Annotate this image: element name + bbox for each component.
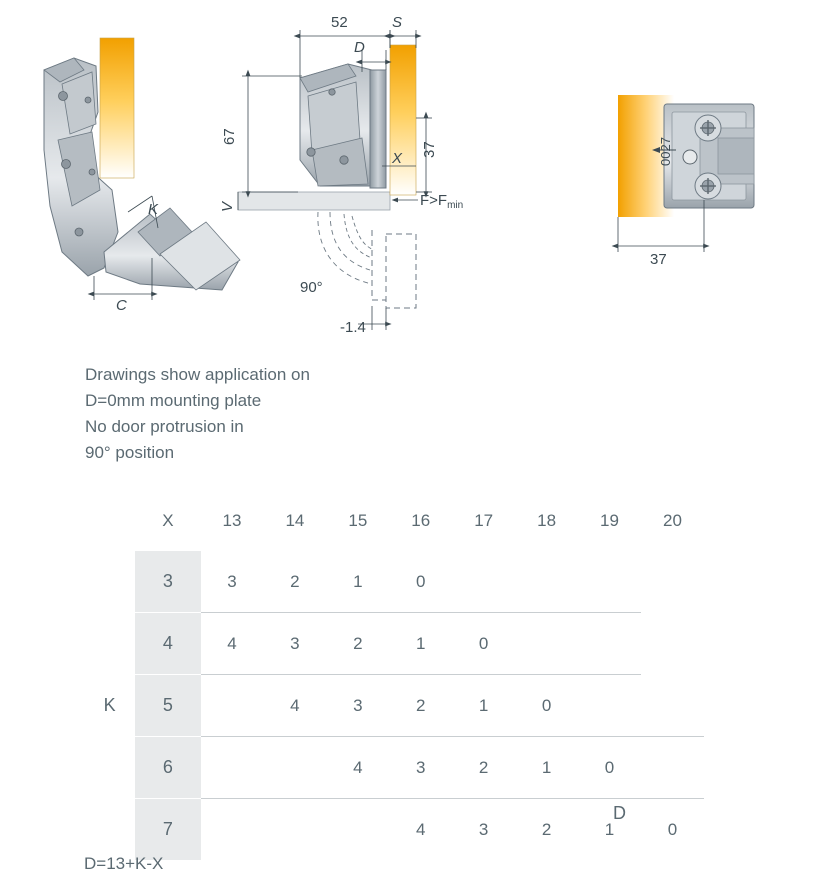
cell-1-6 bbox=[578, 613, 641, 675]
dim-D-label: D bbox=[354, 39, 365, 56]
row-axis-spacer-3 bbox=[84, 737, 135, 799]
cell-1-2: 2 bbox=[326, 613, 389, 675]
dim-minus1-4-label: -1.4 bbox=[340, 319, 366, 336]
table-header-row bbox=[84, 490, 704, 551]
row-axis-label-k: K bbox=[103, 695, 116, 715]
dim-67-label: 67 bbox=[221, 128, 238, 145]
cell-3-2: 4 bbox=[326, 737, 389, 799]
cell-1-7 bbox=[641, 613, 704, 675]
d-column-label: D bbox=[613, 803, 626, 823]
cell-3-4: 2 bbox=[452, 737, 515, 799]
cell-2-3: 2 bbox=[389, 675, 452, 737]
cell-3-6: 0 bbox=[578, 737, 641, 799]
cell-1-3: 1 bbox=[389, 613, 452, 675]
dim-S-label: S bbox=[392, 14, 403, 31]
cell-4-1 bbox=[263, 799, 326, 861]
note-line-2: D=0mm mounting plate bbox=[85, 391, 262, 410]
row-axis-spacer-2 bbox=[84, 613, 135, 675]
cell-0-0: 3 bbox=[201, 551, 264, 613]
cell-3-3: 3 bbox=[389, 737, 452, 799]
cell-2-2: 3 bbox=[326, 675, 389, 737]
cell-0-1: 2 bbox=[263, 551, 326, 613]
row-k-value-4: 7 bbox=[135, 799, 200, 861]
cell-0-6 bbox=[578, 551, 641, 613]
technical-drawings bbox=[0, 0, 827, 350]
cell-4-7: 0 bbox=[667, 819, 678, 839]
table-row bbox=[84, 675, 704, 737]
col-header-5: 18 bbox=[537, 510, 557, 530]
cell-4-4: 3 bbox=[478, 819, 489, 839]
table-row bbox=[84, 737, 704, 799]
col-header-4: 17 bbox=[474, 510, 494, 530]
cell-2-1: 4 bbox=[263, 675, 326, 737]
cell-3-7 bbox=[641, 737, 704, 799]
cell-1-5 bbox=[515, 613, 578, 675]
cell-4-0 bbox=[201, 799, 264, 861]
col-header-0: 13 bbox=[222, 510, 242, 530]
cell-3-0 bbox=[201, 737, 264, 799]
left-view-hinge-open bbox=[44, 38, 240, 314]
notes-block bbox=[85, 362, 485, 466]
col-header-1: 14 bbox=[285, 510, 305, 530]
note-line-3: No door protrusion in bbox=[85, 417, 244, 436]
right-view-mounting-plate bbox=[618, 95, 754, 268]
dim-37-plate-label: 37 bbox=[650, 251, 667, 268]
col-header-3: 16 bbox=[411, 510, 431, 530]
cell-0-5 bbox=[515, 551, 578, 613]
dim-C-label: C bbox=[116, 297, 127, 314]
middle-view-section bbox=[219, 14, 463, 336]
cell-4-5: 2 bbox=[541, 819, 552, 839]
table-row bbox=[84, 551, 704, 613]
cell-1-1: 3 bbox=[263, 613, 326, 675]
cell-4-2 bbox=[326, 799, 389, 861]
dim-F-label: $F>F_{min}$ bbox=[420, 192, 464, 211]
cell-0-4 bbox=[452, 551, 515, 613]
header-spacer bbox=[84, 490, 135, 551]
corner-label-x: X bbox=[162, 510, 174, 530]
row-k-value-0: 3 bbox=[135, 551, 200, 613]
dim-37-side-label: 37 bbox=[421, 141, 438, 158]
cell-4-6: 1 bbox=[604, 819, 615, 839]
cell-2-5: 0 bbox=[515, 675, 578, 737]
drawings-svg bbox=[0, 0, 827, 350]
row-k-value-1: 4 bbox=[135, 613, 200, 675]
cell-3-5: 1 bbox=[515, 737, 578, 799]
dim-X-label: X bbox=[392, 150, 403, 167]
cell-2-6 bbox=[578, 675, 641, 737]
dim-V-label: V bbox=[219, 201, 236, 212]
cell-3-1 bbox=[263, 737, 326, 799]
row-axis-spacer-1 bbox=[84, 551, 135, 613]
row-axis-spacer-4 bbox=[84, 799, 135, 861]
note-line-4: 90° position bbox=[85, 443, 175, 462]
cell-1-0: 4 bbox=[201, 613, 264, 675]
dim-90deg-label: 90° bbox=[300, 279, 323, 296]
cell-0-2: 1 bbox=[326, 551, 389, 613]
cell-2-0 bbox=[201, 675, 264, 737]
col-header-7: 20 bbox=[663, 510, 682, 530]
cell-2-7 bbox=[641, 675, 704, 737]
formula-label: D=13+K-X bbox=[84, 854, 164, 873]
cell-1-4: 0 bbox=[452, 613, 515, 675]
note-line-1: Drawings show application on bbox=[85, 365, 310, 384]
table-row bbox=[84, 613, 704, 675]
cell-4-3: 4 bbox=[416, 819, 426, 839]
dim-K-label: K bbox=[148, 201, 159, 218]
cell-2-4: 1 bbox=[452, 675, 515, 737]
cell-0-3: 0 bbox=[389, 551, 452, 613]
plate-marking-label: 0027 bbox=[658, 137, 673, 166]
table-row bbox=[84, 799, 704, 861]
dim-52-label: 52 bbox=[331, 14, 348, 31]
col-header-2: 15 bbox=[348, 510, 368, 530]
row-k-value-2: 5 bbox=[135, 675, 200, 737]
k-x-matrix-table bbox=[84, 490, 724, 860]
col-header-6: 19 bbox=[600, 510, 619, 530]
cell-0-7 bbox=[641, 551, 704, 613]
row-k-value-3: 6 bbox=[135, 737, 200, 799]
